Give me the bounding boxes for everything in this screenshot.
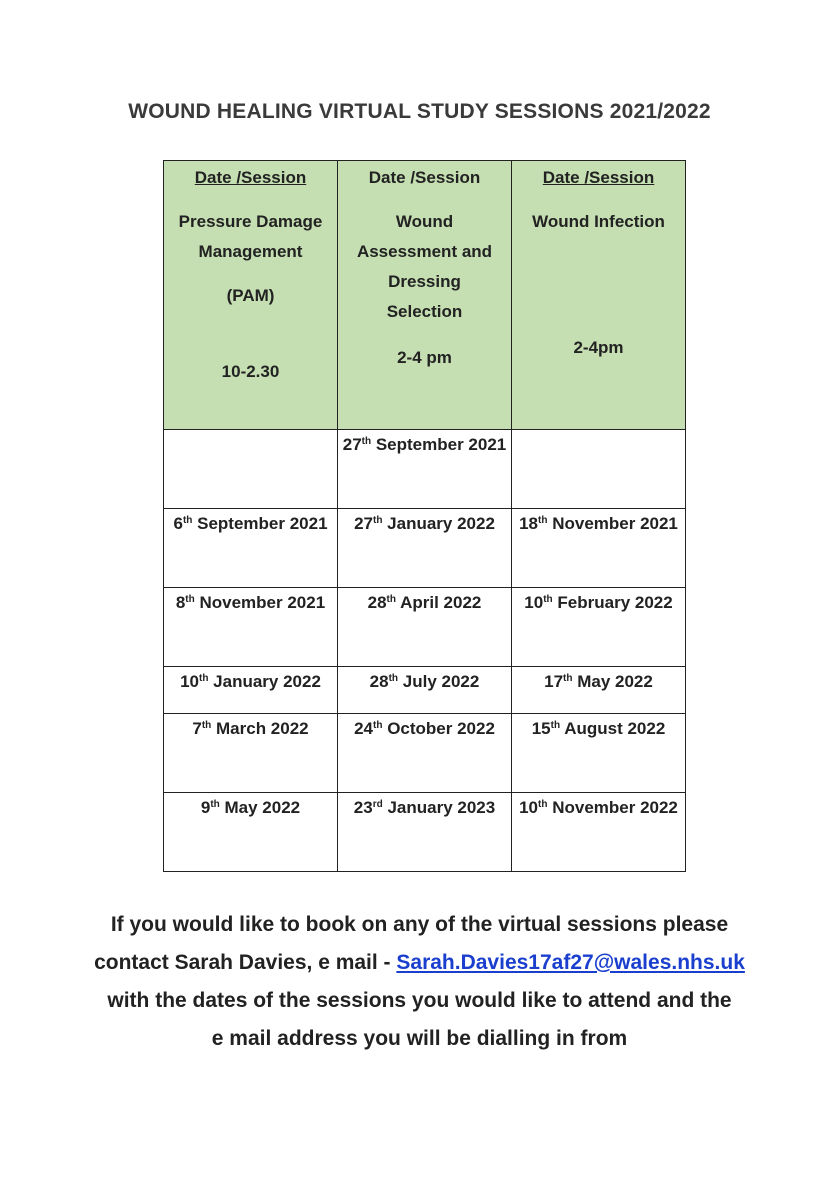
date-day: 28: [369, 672, 389, 691]
table-row: [164, 667, 686, 714]
date-ordinal-suffix: th: [373, 720, 383, 731]
session-name-line: Selection: [386, 302, 463, 321]
session-time: 2-4 pm: [397, 348, 452, 367]
date-month-year: September 2021: [197, 514, 328, 533]
header-wound-infection: [512, 161, 686, 430]
table-row: [164, 430, 686, 509]
date-day: 18: [519, 514, 539, 533]
date-day: 7: [192, 719, 202, 738]
date-ordinal-suffix: th: [182, 515, 193, 526]
date-cell: [338, 509, 512, 588]
booking-line: If you would like to book on any of the virtual sessions please: [110, 913, 729, 936]
header-wound-assessment: [338, 161, 512, 430]
date-day: 9: [200, 798, 211, 817]
date-day: 15: [531, 719, 551, 738]
date-cell: [164, 509, 338, 588]
date-day: 17: [544, 672, 564, 691]
sessions-table: [163, 160, 686, 872]
date-ordinal-suffix: th: [543, 594, 553, 605]
date-month-year: January 2022: [213, 672, 321, 691]
table-header-row: [164, 161, 686, 430]
date-ordinal-suffix: th: [372, 515, 383, 526]
date-day: 6: [173, 514, 183, 533]
booking-line: [0, 944, 839, 982]
date-ordinal-suffix: th: [550, 720, 561, 731]
date-ordinal-suffix: rd: [372, 799, 383, 810]
header-date-session: Date /Session: [542, 168, 655, 187]
date-month-year: January 2022: [387, 514, 495, 533]
date-cell: [164, 588, 338, 667]
date-ordinal-suffix: th: [563, 673, 573, 684]
date-cell: [512, 588, 686, 667]
booking-line: with the dates of the sessions you would like to attend and the: [107, 989, 732, 1012]
session-name-line: Assessment and: [356, 242, 493, 261]
date-month-year: August 2022: [564, 719, 666, 738]
session-abbreviation: (PAM): [226, 286, 275, 305]
session-name-line: Dressing: [388, 272, 461, 291]
date-month-year: September 2021: [375, 435, 507, 454]
email-link[interactable]: Sarah.Davies17af27@wales.nhs.uk: [396, 951, 745, 974]
date-month-year: January 2023: [387, 798, 496, 817]
date-day: 27: [354, 514, 373, 533]
table-row: [164, 588, 686, 667]
date-day: 10: [180, 672, 199, 691]
header-date-session: Date /Session: [194, 168, 307, 187]
session-time: 2-4pm: [573, 338, 624, 357]
date-month-year: March 2022: [216, 719, 309, 738]
date-cell: [338, 793, 512, 872]
session-name-line: Wound: [395, 212, 454, 231]
booking-instructions: [0, 906, 839, 1058]
date-ordinal-suffix: th: [538, 515, 548, 526]
date-month-year: November 2021: [552, 514, 678, 533]
date-month-year: February 2022: [557, 593, 673, 612]
date-day: 28: [367, 593, 387, 612]
date-ordinal-suffix: th: [361, 436, 372, 447]
date-cell: [164, 793, 338, 872]
date-day: 10: [519, 798, 539, 817]
session-name-line: Management: [198, 242, 303, 261]
date-cell: [164, 430, 338, 509]
date-day: 8: [175, 593, 186, 612]
date-month-year: October 2022: [387, 719, 495, 738]
table-row: [164, 509, 686, 588]
document-title: WOUND HEALING VIRTUAL STUDY SESSIONS 2021/2022: [128, 100, 711, 123]
date-month-year: May 2022: [577, 672, 653, 691]
date-ordinal-suffix: th: [201, 720, 212, 731]
session-time: 10-2.30: [221, 362, 280, 381]
date-cell: [338, 588, 512, 667]
session-name-line: Wound Infection: [532, 212, 665, 231]
session-name-line: Pressure Damage: [178, 212, 323, 231]
date-month-year: November 2021: [199, 593, 326, 612]
date-cell: [338, 714, 512, 793]
table-row: [164, 714, 686, 793]
date-cell: [512, 667, 686, 714]
date-month-year: July 2022: [402, 672, 480, 691]
date-ordinal-suffix: th: [198, 673, 209, 684]
date-cell: [338, 667, 512, 714]
booking-line: e mail address you will be dialling in from: [211, 1027, 628, 1050]
date-ordinal-suffix: th: [210, 799, 220, 810]
date-day: 23: [353, 798, 373, 817]
date-ordinal-suffix: th: [388, 673, 399, 684]
date-ordinal-suffix: th: [386, 594, 396, 605]
date-cell: [512, 509, 686, 588]
header-date-session: Date /Session: [368, 168, 481, 187]
date-cell: [338, 430, 512, 509]
date-cell: [512, 430, 686, 509]
date-cell: [512, 793, 686, 872]
header-pam: [164, 161, 338, 430]
date-day: 10: [524, 593, 544, 612]
date-day: 27: [342, 435, 362, 454]
date-cell: [164, 714, 338, 793]
date-month-year: May 2022: [224, 798, 301, 817]
booking-contact-text: contact Sarah Davies, e mail -: [94, 951, 397, 974]
date-ordinal-suffix: th: [538, 799, 548, 810]
date-ordinal-suffix: th: [185, 594, 195, 605]
date-month-year: November 2022: [552, 798, 678, 817]
table-row: [164, 793, 686, 872]
date-cell: [512, 714, 686, 793]
date-day: 24: [354, 719, 373, 738]
date-cell: [164, 667, 338, 714]
date-month-year: April 2022: [400, 593, 482, 612]
